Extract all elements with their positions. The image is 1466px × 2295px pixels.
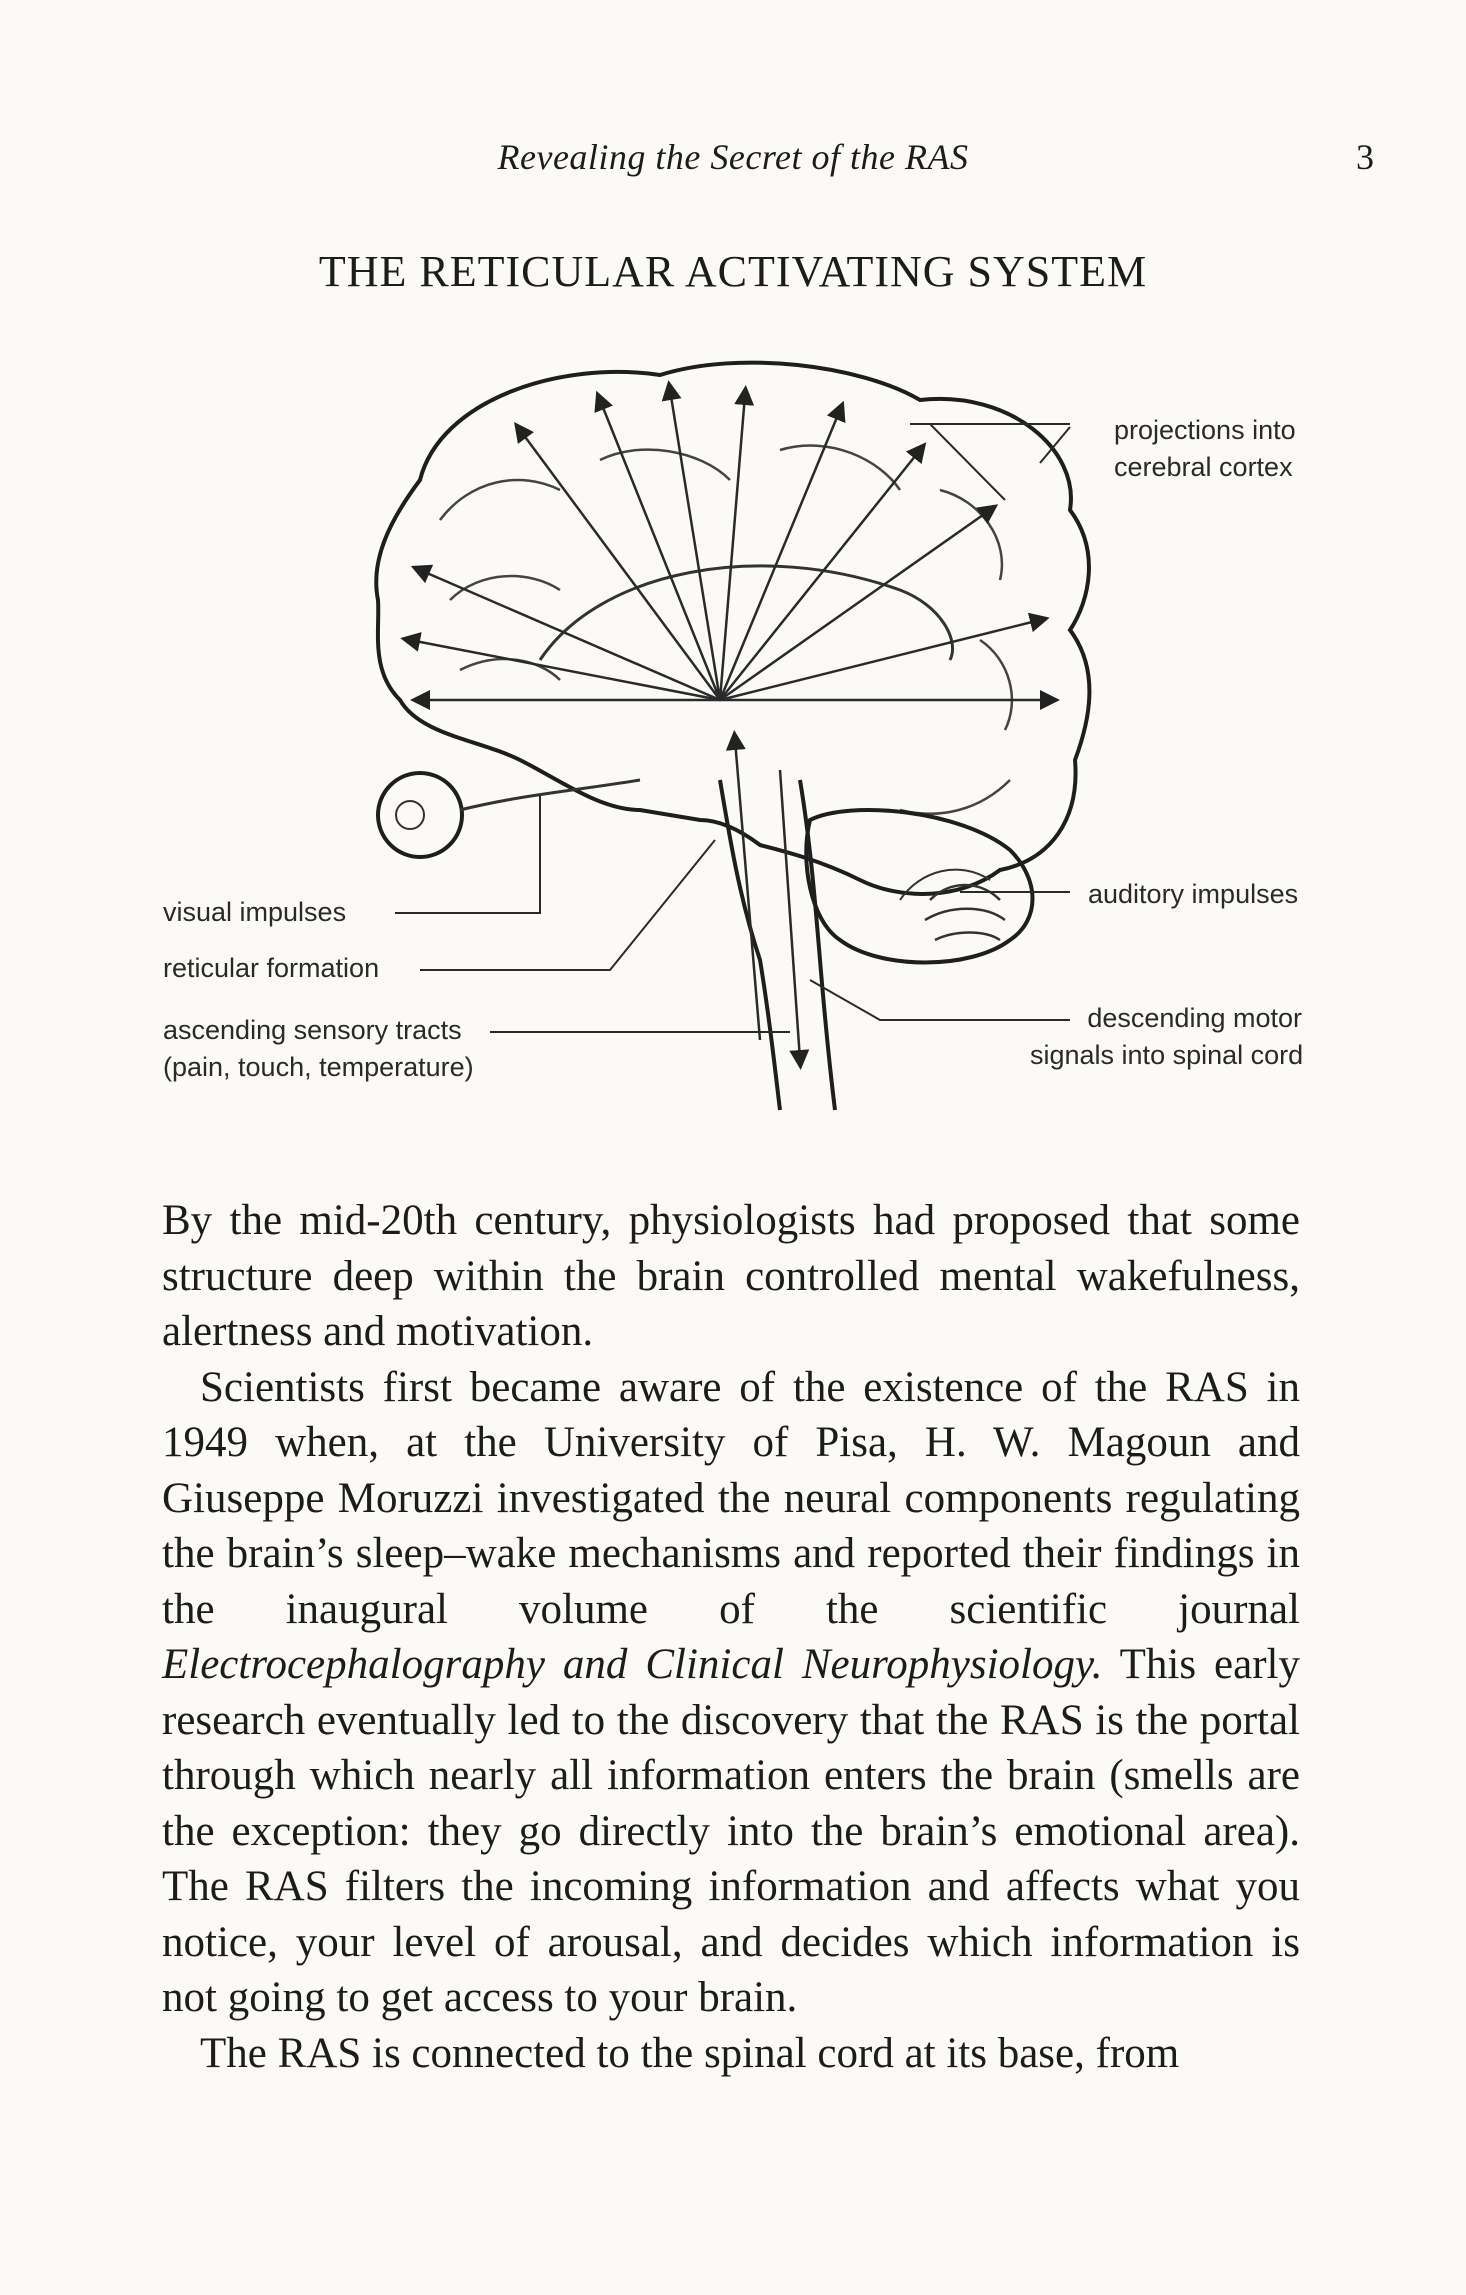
label-projections — [1114, 412, 1296, 486]
cerebrum-outline — [376, 363, 1089, 894]
label-descending-line2: signals into spinal cord — [1030, 1040, 1304, 1070]
leader-lines — [395, 424, 1070, 1032]
label-descending-line1: descending motor — [1087, 1003, 1302, 1033]
figure-title: THE RETICULAR ACTIVATING SYSTEM — [318, 247, 1148, 296]
paragraph-1: By the mid-20th century, physiologists had proposed that some structure deep within the brain controlled mental wakefulness, alertness and motivation. — [162, 1197, 1300, 1355]
label-ascending-line2: (pain, touch, temperature) — [163, 1052, 474, 1082]
label-descending-motor — [1030, 1000, 1302, 1074]
body-text — [162, 1193, 1300, 2081]
label-reticular-formation: reticular formation — [163, 953, 380, 983]
page-number: 3 — [1356, 137, 1374, 177]
label-auditory-impulses: auditory impulses — [1088, 879, 1299, 909]
brain-illustration — [0, 340, 1466, 1120]
cerebellum-folds — [925, 885, 1005, 940]
label-ascending-line1: ascending sensory tracts — [163, 1015, 462, 1045]
paragraph-2 — [162, 1360, 1300, 2026]
label-ascending-sensory — [163, 1012, 474, 1086]
eye-pupil — [396, 801, 424, 829]
paragraph-3: The RAS is connected to the spinal cord at its base, from — [200, 2029, 1180, 2077]
paragraph-2-end: This early research eventually led to the discovery that the RAS is the portal through which nearly all information enters the brain (smells are the exception: they go directly into the brain’s emotional area). The RAS filters the incoming information and affects what you notice, your level of arousal, and decides which information is not going to get access to your brain. — [162, 1641, 1300, 2021]
label-projections-line1: projections into — [1114, 415, 1296, 445]
label-visual-impulses: visual impulses — [163, 897, 347, 927]
running-head: Revealing the Secret of the RAS — [497, 137, 969, 177]
paragraph-2-start: Scientists first became aware of the existence of the RAS in 1949 when, at the University of Pisa, H. W. Magoun and Giuseppe Moruzzi investigated the neural components regulating the brain’s sleep–wake mechanisms and reported their findings in the inaugural volume of the scientific journal — [162, 1363, 1300, 1633]
label-projections-line2: cerebral cortex — [1114, 452, 1293, 482]
eyeball — [378, 773, 462, 857]
journal-title: Electrocephalography and Clinical Neurophysiology. — [162, 1641, 1103, 1688]
